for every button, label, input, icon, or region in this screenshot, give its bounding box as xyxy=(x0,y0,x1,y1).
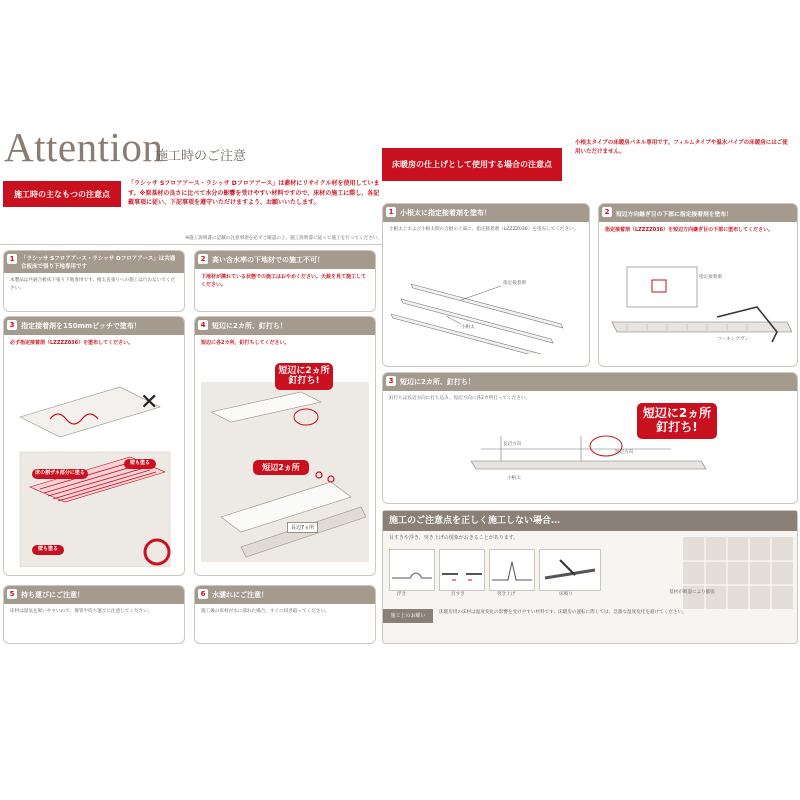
card-title: 水濡れにご注意！ xyxy=(212,591,268,599)
card-2 xyxy=(194,250,376,312)
card-title: 短辺方向継ぎ目の下部に指定接着剤を塗布！ xyxy=(616,212,732,218)
bubble-line-1: 短辺に2ヵ所 xyxy=(278,366,330,376)
card-body: 釘打ちは長辺方向に打ち込み、短辺方向に各2カ所打ってください。 xyxy=(389,396,531,401)
right-card-3 xyxy=(382,372,798,504)
improper-title: 施工のご注意点を正しく施工しない場合… xyxy=(383,511,797,531)
notice-text: 床暖房用の床材は温度変化の影響を受けやすい材料です。床暖房の運転に際しては、急激な温度変化を避けてください。 xyxy=(439,610,687,615)
intro-text: 「ラシッサ Sフロアアース・ラシッサ Dフロアアース」は素材にリサイクル材を使用しています。※原基材の良さに比べて水分の影響を受けやすい材料ですので、床材の施工に際し、各記載事項に従い、下記事項を遵守いただけますよう、お願いいたします。 xyxy=(128,180,380,207)
caption-squeak: 床鳴り xyxy=(559,592,573,597)
card-number: 2 xyxy=(602,207,612,217)
right-card-1 xyxy=(382,203,590,367)
caption-swelling: 基材が吸湿により膨張 xyxy=(669,590,715,595)
caption-gap: 目すき xyxy=(451,592,465,597)
caption-push-up: 突き上げ xyxy=(497,592,516,597)
improper-install-section xyxy=(382,510,798,644)
page-title: Attention xyxy=(4,124,164,170)
label-long-side: 長辺方向 xyxy=(503,442,522,447)
card-5 xyxy=(3,585,185,644)
right-red-note: 小根太タイプの床暖房パネル専用です。フィルムタイプや温水パイプの床暖房にはご使用いただけません。 xyxy=(575,140,788,155)
card-body: 必ず指定接着剤（LZZZZ036）を塗布してください。 xyxy=(10,340,134,346)
label-joist: 小根太 xyxy=(507,476,521,481)
card-title: 「ラシッサ Sフロアアース・ラシッサ Dフロアアース」は共通合板床で張り下地専用です xyxy=(21,256,176,270)
card-body: 下地材が濡れている状態での施工はおやめください。天候を見て施工してください。 xyxy=(201,274,367,288)
label-wall: 壁も塗る xyxy=(124,459,156,469)
caption-lift: 浮き xyxy=(397,592,407,597)
image-squeak xyxy=(539,549,601,591)
card-3 xyxy=(3,316,185,576)
card-body: 小根太上および小根太間の合板の上部に、指定接着剤（LZZZZ036）を塗布してください。 xyxy=(389,227,579,232)
card-1 xyxy=(3,250,185,312)
card-number: 2 xyxy=(198,254,208,264)
card-title: 持ち運びにご注意！ xyxy=(21,591,84,599)
card-title: 短辺に2カ所、釘打ち！ xyxy=(400,378,475,386)
card-number: 6 xyxy=(198,589,208,599)
card-title: 短辺に2カ所、釘打ち！ xyxy=(212,322,287,330)
divider xyxy=(0,244,383,245)
joist-illustration xyxy=(391,264,581,354)
page-subtitle: 施工時のご注意 xyxy=(155,149,247,164)
label-bottom: 壁も塗る xyxy=(32,545,64,555)
image-lift xyxy=(389,549,435,591)
nail-tag: 短辺2ヵ所 xyxy=(253,460,309,475)
card-body: 短辺に各2カ所、釘打ちしてください。 xyxy=(201,340,290,346)
nail-bubble xyxy=(637,403,717,439)
card-title: 指定接着剤を150mmピッチで塗布！ xyxy=(21,322,141,330)
section-label-left: 施工時の主なもつの注意点 xyxy=(3,181,121,207)
card-number: 3 xyxy=(7,320,17,330)
improper-subtitle: 目すきや浮き、突き上げの現象がおきることがあります。 xyxy=(389,535,519,541)
card-6 xyxy=(194,585,376,644)
card-title: 小根太に指定接着剤を塗布！ xyxy=(400,209,491,217)
section-label-right: 床暖房の仕上げとして使用する場合の注意点 xyxy=(382,148,562,181)
label-caulking-gun: コーキングガン xyxy=(717,337,750,342)
card-number: 3 xyxy=(386,376,396,386)
card-4 xyxy=(194,316,376,576)
card-body: 指定接着剤（LZZZZ036）を短辺方向継ぎ目の下部に塗布してください。 xyxy=(605,227,774,233)
image-push-up xyxy=(489,549,535,591)
image-gap xyxy=(439,549,485,591)
bubble-line-2: 釘打ち! xyxy=(288,376,320,387)
card-number: 4 xyxy=(198,320,208,330)
label-adhesive: 指定接着剤 xyxy=(699,275,722,280)
bubble-line-2: 釘打ち! xyxy=(656,419,698,434)
card-number: 5 xyxy=(7,589,17,599)
notice-label: 施工上のお願い xyxy=(383,609,433,623)
label-joist: 小根太 xyxy=(461,325,475,330)
label-adhesive: 指定接着剤 xyxy=(503,281,526,286)
nail-bubble xyxy=(275,363,333,390)
card-number: 1 xyxy=(386,207,396,217)
card-body: 施工後の床材が水に濡れた場合、すぐに拭き取ってください。 xyxy=(201,609,330,614)
card-title: 高い含水率の下地材での施工不可！ xyxy=(212,256,324,264)
image-swelling xyxy=(683,537,793,609)
label-short-side: 短辺方向 xyxy=(615,450,634,455)
label-top: 床の割ザネ部分に塗る xyxy=(32,469,88,479)
x-mark: ✕ xyxy=(140,390,159,415)
length-tag: 長辺7ヵ所 xyxy=(287,522,318,533)
card-body: 床材は湿気を吸いやすいので、保管や持ち運びに注意してください。 xyxy=(10,609,153,614)
right-card-2 xyxy=(598,203,798,367)
card-body: 本製品は共通合板床下張り下地専用です。根太直張りへの施工は行わないでください。 xyxy=(10,278,176,291)
bubble-line-1: 短辺に2ヵ所 xyxy=(642,406,712,420)
fine-print: ※施工説明書に記載の注意事項を必ずご確認の上、施工説明書に従って施工を行ってください。 xyxy=(185,236,382,241)
card-number: 1 xyxy=(7,254,17,264)
